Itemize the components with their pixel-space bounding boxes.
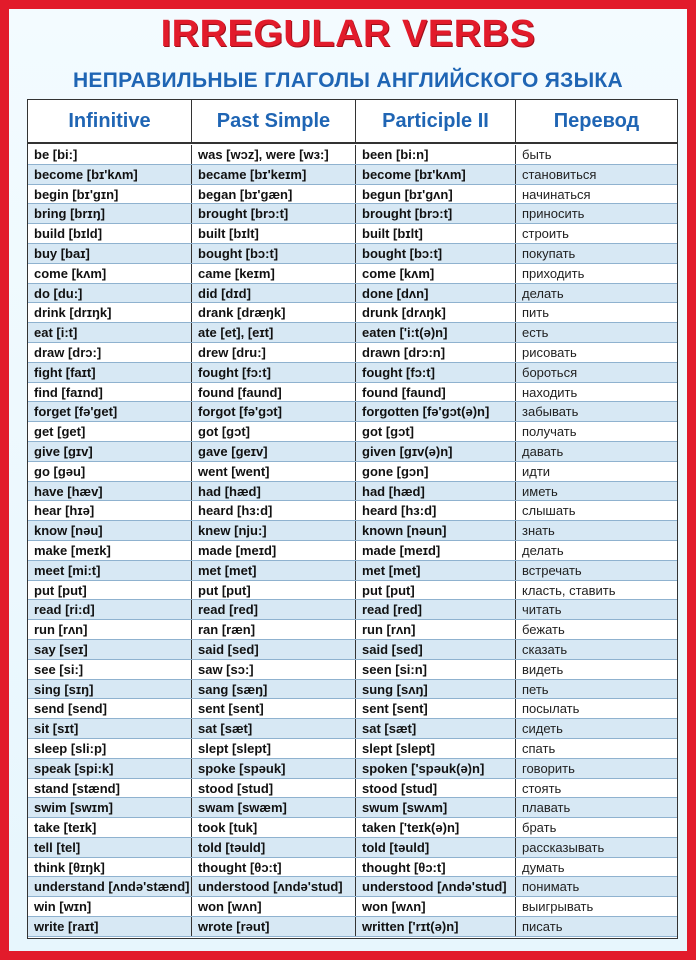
past-simple-cell: ran [ræn]	[192, 620, 356, 639]
poster-subtitle: НЕПРАВИЛЬНЫЕ ГЛАГОЛЫ АНГЛИЙСКОГО ЯЗЫКА	[72, 69, 624, 92]
translation-cell: начинаться	[522, 186, 591, 202]
infinitive-cell: have [hæv]	[28, 482, 192, 501]
past-simple-cell: bought [bɔ:t]	[192, 244, 356, 263]
participle-cell: done [dʌn]	[356, 284, 516, 303]
infinitive-cell: know [nəu]	[28, 521, 192, 540]
infinitive-cell: stand [stænd]	[28, 779, 192, 798]
participle-cell: come [kʌm]	[356, 264, 516, 283]
infinitive-cell: send [send]	[28, 699, 192, 718]
table-row	[28, 284, 677, 304]
translation-cell: слышать	[522, 503, 576, 519]
table-row	[28, 541, 677, 561]
translation-cell: посылать	[522, 701, 580, 717]
participle-cell: given [gɪv(ə)n]	[356, 442, 516, 461]
past-simple-cell: came [keɪm]	[192, 264, 356, 283]
participle-cell: told [təuld]	[356, 838, 516, 857]
infinitive-cell: sleep [sli:p]	[28, 739, 192, 758]
translation-cell: стоять	[522, 780, 562, 796]
table-row	[28, 204, 677, 224]
participle-cell: thought [θɔ:t]	[356, 858, 516, 877]
translation-cell: пить	[522, 305, 550, 321]
past-simple-cell: found [faund]	[192, 383, 356, 402]
table-row	[28, 165, 677, 185]
infinitive-cell: eat [i:t]	[28, 323, 192, 342]
infinitive-cell: be [bi:]	[28, 145, 192, 164]
table-row	[28, 798, 677, 818]
translation-cell: плавать	[522, 800, 571, 816]
translation-cell: забывать	[522, 404, 579, 420]
infinitive-cell: drink [drɪŋk]	[28, 303, 192, 322]
past-simple-cell: ate [et], [eɪt]	[192, 323, 356, 342]
header-translation: Перевод	[553, 109, 640, 132]
translation-cell: встречать	[522, 562, 582, 578]
participle-cell: spoken ['spəuk(ə)n]	[356, 759, 516, 778]
table-row	[28, 521, 677, 541]
participle-cell: drunk [drʌŋk]	[356, 303, 516, 322]
translation-cell: думать	[522, 859, 565, 875]
past-simple-cell: fought [fɔ:t]	[192, 363, 356, 382]
table-row	[28, 442, 677, 462]
infinitive-cell: go [gəu]	[28, 462, 192, 481]
table-row	[28, 620, 677, 640]
translation-cell: находить	[522, 384, 578, 400]
past-simple-cell: thought [θɔ:t]	[192, 858, 356, 877]
past-simple-cell: put [put]	[192, 581, 356, 600]
past-simple-cell: said [sed]	[192, 640, 356, 659]
participle-cell: become [bɪ'kʌm]	[356, 165, 516, 184]
translation-cell: иметь	[522, 483, 558, 499]
infinitive-cell: sing [sɪŋ]	[28, 680, 192, 699]
participle-cell: forgotten [fə'gɔt(ə)n]	[356, 402, 516, 421]
infinitive-cell: speak [spi:k]	[28, 759, 192, 778]
table-row	[28, 224, 677, 244]
infinitive-cell: see [si:]	[28, 660, 192, 679]
participle-cell: slept [slept]	[356, 739, 516, 758]
infinitive-cell: find [faɪnd]	[28, 383, 192, 402]
translation-cell: выигрывать	[522, 899, 594, 915]
translation-cell: покупать	[522, 245, 576, 261]
past-simple-cell: wrote [rəut]	[192, 917, 356, 936]
past-simple-cell: took [tuk]	[192, 818, 356, 837]
translation-cell: знать	[522, 523, 555, 539]
translation-cell: читать	[522, 602, 562, 618]
participle-cell: eaten ['i:t(ə)n]	[356, 323, 516, 342]
table-row	[28, 858, 677, 878]
participle-cell: made [meɪd]	[356, 541, 516, 560]
translation-cell: понимать	[522, 879, 580, 895]
infinitive-cell: forget [fə'get]	[28, 402, 192, 421]
past-simple-cell: made [meɪd]	[192, 541, 356, 560]
translation-cell: есть	[522, 325, 549, 341]
infinitive-cell: take [teɪk]	[28, 818, 192, 837]
verbs-table	[27, 99, 678, 939]
infinitive-cell: get [get]	[28, 422, 192, 441]
past-simple-cell: swam [swæm]	[192, 798, 356, 817]
participle-cell: found [faund]	[356, 383, 516, 402]
translation-cell: становиться	[522, 166, 597, 182]
translation-cell: петь	[522, 681, 549, 697]
participle-cell: gone [gɔn]	[356, 462, 516, 481]
header-participle: Participle II	[356, 100, 516, 142]
translation-cell: бороться	[522, 364, 578, 380]
translation-cell: спать	[522, 740, 556, 756]
infinitive-cell: fight [faɪt]	[28, 363, 192, 382]
table-row	[28, 600, 677, 620]
translation-cell: приносить	[522, 206, 585, 222]
table-row	[28, 897, 677, 917]
participle-cell: run [rʌn]	[356, 620, 516, 639]
participle-cell: won [wʌn]	[356, 897, 516, 916]
table-row	[28, 244, 677, 264]
table-row	[28, 402, 677, 422]
participle-cell: known [nəun]	[356, 521, 516, 540]
participle-cell: sung [sʌŋ]	[356, 680, 516, 699]
translation-cell: получать	[522, 424, 577, 440]
infinitive-cell: swim [swɪm]	[28, 798, 192, 817]
infinitive-cell: make [meɪk]	[28, 541, 192, 560]
translation-cell: класть, ставить	[522, 582, 616, 598]
translation-cell: идти	[522, 463, 551, 479]
translation-cell: бежать	[522, 622, 565, 638]
table-row	[28, 343, 677, 363]
infinitive-cell: say [seɪ]	[28, 640, 192, 659]
participle-cell: read [red]	[356, 600, 516, 619]
infinitive-cell: understand [ʌndə'stænd]	[28, 877, 192, 896]
infinitive-cell: hear [hɪə]	[28, 501, 192, 520]
past-simple-cell: drank [dræŋk]	[192, 303, 356, 322]
participle-cell: put [put]	[356, 581, 516, 600]
translation-cell: писать	[522, 919, 563, 935]
past-simple-cell: read [red]	[192, 600, 356, 619]
table-header	[28, 100, 677, 144]
translation-cell: рассказывать	[522, 839, 605, 855]
infinitive-cell: meet [mi:t]	[28, 561, 192, 580]
infinitive-cell: win [wɪn]	[28, 897, 192, 916]
translation-cell: давать	[522, 443, 564, 459]
table-row	[28, 145, 677, 165]
participle-cell: built [bɪlt]	[356, 224, 516, 243]
infinitive-cell: run [rʌn]	[28, 620, 192, 639]
table-row	[28, 462, 677, 482]
participle-cell: sent [sent]	[356, 699, 516, 718]
infinitive-cell: bring [brɪŋ]	[28, 204, 192, 223]
table-row	[28, 838, 677, 858]
past-simple-cell: sang [sæŋ]	[192, 680, 356, 699]
participle-cell: said [sed]	[356, 640, 516, 659]
translation-cell: делать	[522, 285, 564, 301]
participle-cell: fought [fɔ:t]	[356, 363, 516, 382]
past-simple-cell: slept [slept]	[192, 739, 356, 758]
table-row	[28, 779, 677, 799]
table-row	[28, 877, 677, 897]
header-past-simple: Past Simple	[192, 100, 356, 142]
past-simple-cell: saw [sɔ:]	[192, 660, 356, 679]
past-simple-cell: heard [hɜ:d]	[192, 501, 356, 520]
infinitive-cell: write [raɪt]	[28, 917, 192, 936]
infinitive-cell: draw [drɔ:]	[28, 343, 192, 362]
table-body	[28, 145, 677, 937]
table-row	[28, 561, 677, 581]
participle-cell: begun [bɪ'gʌn]	[356, 185, 516, 204]
table-row	[28, 719, 677, 739]
participle-cell: been [bi:n]	[356, 145, 516, 164]
past-simple-cell: sent [sent]	[192, 699, 356, 718]
past-simple-cell: became [bɪ'keɪm]	[192, 165, 356, 184]
infinitive-cell: sit [sɪt]	[28, 719, 192, 738]
translation-cell: рисовать	[522, 344, 577, 360]
translation-cell: быть	[522, 147, 552, 162]
table-row	[28, 185, 677, 205]
infinitive-cell: come [kʌm]	[28, 264, 192, 283]
past-simple-cell: won [wʌn]	[192, 897, 356, 916]
table-row	[28, 739, 677, 759]
table-row	[28, 303, 677, 323]
table-row	[28, 501, 677, 521]
table-row	[28, 917, 677, 937]
infinitive-cell: build [bɪld]	[28, 224, 192, 243]
table-row	[28, 759, 677, 779]
past-simple-cell: did [dɪd]	[192, 284, 356, 303]
participle-cell: had [hæd]	[356, 482, 516, 501]
translation-cell: сказать	[522, 641, 568, 657]
participle-cell: swum [swʌm]	[356, 798, 516, 817]
past-simple-cell: had [hæd]	[192, 482, 356, 501]
infinitive-cell: put [put]	[28, 581, 192, 600]
infinitive-cell: buy [baɪ]	[28, 244, 192, 263]
participle-cell: seen [si:n]	[356, 660, 516, 679]
past-simple-cell: spoke [spəuk]	[192, 759, 356, 778]
past-simple-cell: met [met]	[192, 561, 356, 580]
past-simple-cell: got [gɔt]	[192, 422, 356, 441]
participle-cell: drawn [drɔ:n]	[356, 343, 516, 362]
table-row	[28, 818, 677, 838]
participle-cell: sat [sæt]	[356, 719, 516, 738]
table-row	[28, 323, 677, 343]
past-simple-cell: stood [stud]	[192, 779, 356, 798]
participle-cell: bought [bɔ:t]	[356, 244, 516, 263]
table-row	[28, 422, 677, 442]
table-row	[28, 699, 677, 719]
poster-title: IRREGULAR VERBS	[160, 13, 536, 55]
participle-cell: met [met]	[356, 561, 516, 580]
table-row	[28, 660, 677, 680]
participle-cell: written ['rɪt(ə)n]	[356, 917, 516, 936]
past-simple-cell: gave [geɪv]	[192, 442, 356, 461]
past-simple-cell: drew [dru:]	[192, 343, 356, 362]
translation-cell: говорить	[522, 760, 575, 776]
participle-cell: heard [hɜ:d]	[356, 501, 516, 520]
table-row	[28, 363, 677, 383]
header-infinitive: Infinitive	[28, 100, 192, 142]
table-row	[28, 680, 677, 700]
table-row	[28, 383, 677, 403]
past-simple-cell: sat [sæt]	[192, 719, 356, 738]
past-simple-cell: understood [ʌndə'stud]	[192, 877, 356, 896]
past-simple-cell: brought [brɔ:t]	[192, 204, 356, 223]
past-simple-cell: went [went]	[192, 462, 356, 481]
table-row	[28, 482, 677, 502]
translation-cell: строить	[522, 226, 569, 242]
translation-cell: брать	[522, 820, 557, 836]
translation-cell: приходить	[522, 265, 585, 281]
participle-cell: got [gɔt]	[356, 422, 516, 441]
past-simple-cell: told [təuld]	[192, 838, 356, 857]
participle-cell: stood [stud]	[356, 779, 516, 798]
past-simple-cell: forgot [fə'gɔt]	[192, 402, 356, 421]
infinitive-cell: do [du:]	[28, 284, 192, 303]
infinitive-cell: think [θɪŋk]	[28, 858, 192, 877]
infinitive-cell: become [bɪ'kʌm]	[28, 165, 192, 184]
infinitive-cell: tell [tel]	[28, 838, 192, 857]
past-simple-cell: was [wɔz], were [wɜ:]	[192, 145, 356, 164]
infinitive-cell: read [ri:d]	[28, 600, 192, 619]
translation-cell: видеть	[522, 661, 564, 677]
participle-cell: brought [brɔ:t]	[356, 204, 516, 223]
participle-cell: understood [ʌndə'stud]	[356, 877, 516, 896]
table-row	[28, 264, 677, 284]
table-row	[28, 640, 677, 660]
past-simple-cell: built [bɪlt]	[192, 224, 356, 243]
past-simple-cell: began [bɪ'gæn]	[192, 185, 356, 204]
translation-cell: делать	[522, 542, 564, 558]
infinitive-cell: begin [bɪ'gɪn]	[28, 185, 192, 204]
participle-cell: taken ['teɪk(ə)n]	[356, 818, 516, 837]
table-row	[28, 581, 677, 601]
infinitive-cell: give [gɪv]	[28, 442, 192, 461]
translation-cell: сидеть	[522, 721, 563, 737]
past-simple-cell: knew [nju:]	[192, 521, 356, 540]
